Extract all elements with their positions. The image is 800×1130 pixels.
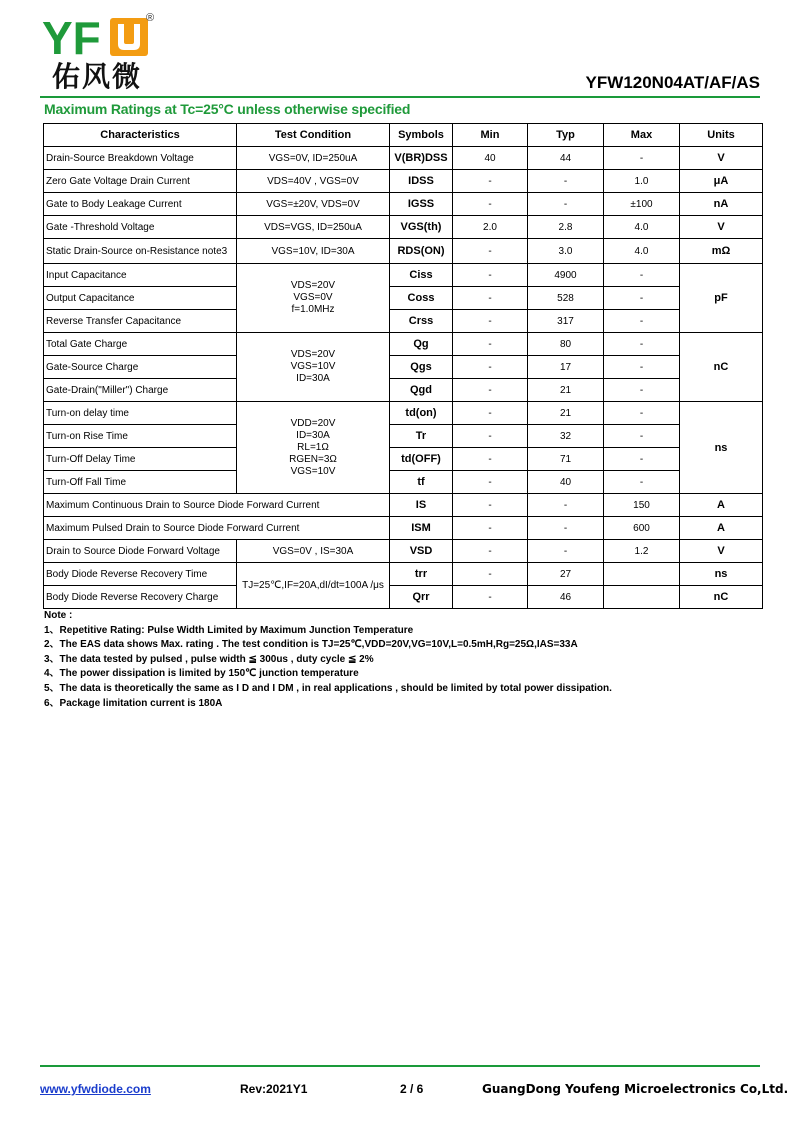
cell-symbol: trr — [390, 563, 453, 586]
cell-typ: - — [528, 494, 604, 517]
cell-max: - — [604, 264, 680, 287]
footer-divider — [40, 1065, 760, 1067]
cell-characteristic: Gate-Drain("Miller") Charge — [44, 379, 237, 402]
cell-min: - — [453, 540, 528, 563]
cell-typ: 71 — [528, 448, 604, 471]
cell-symbol: IDSS — [390, 170, 453, 193]
condition-line: ID=30A — [296, 373, 330, 384]
cell-characteristic: Drain to Source Diode Forward Voltage — [44, 540, 237, 563]
cell-min: - — [453, 379, 528, 402]
cell-characteristic: Static Drain-Source on-Resistance note3 — [44, 239, 237, 264]
table-row — [44, 402, 763, 425]
cell-min: - — [453, 333, 528, 356]
cell-max — [604, 586, 680, 609]
table-row — [44, 310, 763, 333]
cell-max: ±100 — [604, 193, 680, 216]
condition-line: RL=1Ω — [297, 441, 329, 453]
cell-max: 4.0 — [604, 239, 680, 264]
cell-typ: 44 — [528, 147, 604, 170]
table-row — [44, 216, 763, 239]
cell-min: - — [453, 356, 528, 379]
cell-typ: 528 — [528, 287, 604, 310]
cell-min: - — [453, 563, 528, 586]
cell-condition: VDS=40V , VGS=0V — [237, 170, 390, 193]
note-item: 6、Package limitation current is 180A — [44, 697, 223, 709]
cell-min: - — [453, 193, 528, 216]
cell-unit: ns — [680, 563, 763, 586]
yfw-logo-mark — [40, 12, 160, 64]
condition-line: VDS=20V — [290, 280, 336, 291]
cell-symbol: Ciss — [390, 264, 453, 287]
cell-typ: 4900 — [528, 264, 604, 287]
table-row — [44, 170, 763, 193]
condition-line: VDD=20V — [290, 417, 336, 429]
cell-condition: VGS=10V, ID=30A — [237, 239, 390, 264]
note-item: 3、The data tested by pulsed , pulse width ≦ 300us , duty cycle ≦ 2% — [44, 653, 374, 665]
cell-characteristic: Gate-Source Charge — [44, 356, 237, 379]
cell-min: - — [453, 494, 528, 517]
cell-symbol: IGSS — [390, 193, 453, 216]
notes-title: Note : — [44, 610, 73, 621]
cell-max: - — [604, 147, 680, 170]
cell-max: - — [604, 425, 680, 448]
cell-typ: 27 — [528, 563, 604, 586]
cell-unit: A — [680, 517, 763, 540]
cell-min: - — [453, 586, 528, 609]
table-row — [44, 356, 763, 379]
note-item: 2、The EAS data shows Max. rating . The test condition is TJ=25℃,VDD=20V,VG=10V,L=0.5mH,Rg=25Ω,IAS=33A — [44, 639, 578, 651]
cell-min: 2.0 — [453, 216, 528, 239]
header-max: Max — [604, 124, 680, 147]
cell-symbol: tf — [390, 471, 453, 494]
cell-typ: 17 — [528, 356, 604, 379]
cell-symbol: Tr — [390, 425, 453, 448]
cell-typ: - — [528, 540, 604, 563]
table-header-row — [44, 124, 763, 147]
table-row — [44, 448, 763, 471]
cell-unit: mΩ — [680, 239, 763, 264]
cell-condition-capacitance — [237, 264, 390, 333]
cell-symbol: Qgd — [390, 379, 453, 402]
table-row — [44, 425, 763, 448]
cell-characteristic: Body Diode Reverse Recovery Charge — [44, 586, 237, 609]
table-row — [44, 333, 763, 356]
cell-characteristic: Gate to Body Leakage Current — [44, 193, 237, 216]
cell-max: - — [604, 448, 680, 471]
cell-symbol: IS — [390, 494, 453, 517]
cell-characteristic: Gate -Threshold Voltage — [44, 216, 237, 239]
cell-max: - — [604, 379, 680, 402]
cell-max: 4.0 — [604, 216, 680, 239]
cell-characteristic: Body Diode Reverse Recovery Time — [44, 563, 237, 586]
cell-max: 1.2 — [604, 540, 680, 563]
footer-website-link[interactable]: www.yfwdiode.com — [40, 1082, 151, 1096]
note-item: 4、The power dissipation is limited by 150℃ junction temperature — [44, 668, 359, 680]
ratings-table — [43, 123, 763, 609]
cell-unit: nA — [680, 193, 763, 216]
cell-typ: - — [528, 170, 604, 193]
cell-characteristic: Turn-on Rise Time — [44, 425, 237, 448]
condition-line: RGEN=3Ω — [289, 453, 337, 465]
note-item: 5、The data is theoretically the same as I D and I DM , in real applications , should be limited by total power dissipation. — [44, 682, 612, 694]
cell-symbol: VGS(th) — [390, 216, 453, 239]
cell-condition: VDS=VGS, ID=250uA — [237, 216, 390, 239]
cell-condition-reverse-recovery: TJ=25℃,IF=20A,dI/dt=100A /μs — [237, 563, 390, 609]
cell-typ: 2.8 — [528, 216, 604, 239]
table-row — [44, 379, 763, 402]
cell-characteristic: Maximum Continuous Drain to Source Diode Forward Current — [44, 494, 390, 517]
cell-min: 40 — [453, 147, 528, 170]
table-row — [44, 193, 763, 216]
cell-min: - — [453, 287, 528, 310]
cell-unit: A — [680, 494, 763, 517]
cell-unit: V — [680, 540, 763, 563]
cell-max: - — [604, 333, 680, 356]
cell-typ: 40 — [528, 471, 604, 494]
cell-unit: pF — [680, 264, 763, 333]
condition-line: f=1.0MHz — [291, 304, 335, 315]
cell-typ: 46 — [528, 586, 604, 609]
header-units: Units — [680, 124, 763, 147]
footer-revision: Rev:2021Y1 — [240, 1082, 308, 1096]
cell-symbol: Qrr — [390, 586, 453, 609]
note-item: 1、Repetitive Rating: Pulse Width Limited by Maximum Junction Temperature — [44, 624, 414, 636]
header-symbols: Symbols — [390, 124, 453, 147]
cell-max: - — [604, 402, 680, 425]
cell-symbol: Coss — [390, 287, 453, 310]
cell-min: - — [453, 239, 528, 264]
cell-max: - — [604, 287, 680, 310]
cell-max: 1.0 — [604, 170, 680, 193]
cell-unit: ns — [680, 402, 763, 494]
cell-characteristic: Reverse Transfer Capacitance — [44, 310, 237, 333]
cell-min: - — [453, 448, 528, 471]
cell-characteristic: Drain-Source Breakdown Voltage — [44, 147, 237, 170]
condition-line: VGS=0V — [293, 292, 333, 303]
cell-max: - — [604, 356, 680, 379]
cell-typ: 21 — [528, 379, 604, 402]
cell-typ: - — [528, 193, 604, 216]
cell-unit: V — [680, 216, 763, 239]
header-divider — [40, 96, 760, 98]
table-row — [44, 517, 763, 540]
cell-typ: - — [528, 517, 604, 540]
cell-characteristic: Turn-Off Fall Time — [44, 471, 237, 494]
cell-characteristic: Output Capacitance — [44, 287, 237, 310]
footer-page-number: 2 / 6 — [400, 1082, 424, 1096]
cell-max: - — [604, 471, 680, 494]
cell-characteristic: Total Gate Charge — [44, 333, 237, 356]
table-row — [44, 494, 763, 517]
table-row — [44, 147, 763, 170]
condition-line: VDS=20V — [290, 349, 336, 360]
cell-min: - — [453, 170, 528, 193]
cell-symbol: td(on) — [390, 402, 453, 425]
table-row — [44, 287, 763, 310]
cell-symbol: Qgs — [390, 356, 453, 379]
cell-condition: VGS=0V, ID=250uA — [237, 147, 390, 170]
cell-symbol: RDS(ON) — [390, 239, 453, 264]
header-characteristics: Characteristics — [44, 124, 237, 147]
cell-unit: nC — [680, 586, 763, 609]
cell-characteristic: Zero Gate Voltage Drain Current — [44, 170, 237, 193]
cell-characteristic: Input Capacitance — [44, 264, 237, 287]
cell-min: - — [453, 471, 528, 494]
footer-company: GuangDong Youfeng Microelectronics Co,Ltd. — [482, 1082, 789, 1096]
table-row — [44, 264, 763, 287]
header-test-condition: Test Condition — [237, 124, 390, 147]
logo-chinese-name: 佑风微 — [52, 60, 143, 93]
cell-max: 600 — [604, 517, 680, 540]
table-row — [44, 239, 763, 264]
table-row — [44, 586, 763, 609]
cell-min: - — [453, 310, 528, 333]
cell-min: - — [453, 402, 528, 425]
cell-typ: 3.0 — [528, 239, 604, 264]
section-title: Maximum Ratings at Tc=25°C unless otherwise specified — [44, 101, 411, 117]
logo-yf-letters: YF — [42, 12, 101, 64]
condition-line: VGS=10V — [290, 465, 336, 477]
cell-symbol: Crss — [390, 310, 453, 333]
registered-mark: ® — [146, 12, 155, 24]
condition-line: ID=30A — [296, 429, 330, 441]
cell-max — [604, 563, 680, 586]
cell-unit: μA — [680, 170, 763, 193]
cell-characteristic: Turn-on delay time — [44, 402, 237, 425]
cell-unit: V — [680, 147, 763, 170]
cell-characteristic: Turn-Off Delay Time — [44, 448, 237, 471]
part-number: YFW120N04AT/AF/AS — [585, 73, 760, 92]
cell-unit: nC — [680, 333, 763, 402]
cell-symbol: Qg — [390, 333, 453, 356]
cell-symbol: td(OFF) — [390, 448, 453, 471]
condition-line: VGS=10V — [290, 361, 336, 372]
cell-typ: 80 — [528, 333, 604, 356]
table-row — [44, 471, 763, 494]
table-row — [44, 563, 763, 586]
header-min: Min — [453, 124, 528, 147]
cell-min: - — [453, 425, 528, 448]
cell-condition: VGS=±20V, VDS=0V — [237, 193, 390, 216]
cell-characteristic: Maximum Pulsed Drain to Source Diode Forward Current — [44, 517, 390, 540]
cell-typ: 21 — [528, 402, 604, 425]
cell-min: - — [453, 264, 528, 287]
cell-symbol: VSD — [390, 540, 453, 563]
cell-condition-switching — [237, 402, 390, 494]
cell-symbol: V(BR)DSS — [390, 147, 453, 170]
cell-typ: 32 — [528, 425, 604, 448]
notes-section — [44, 609, 612, 711]
cell-max: - — [604, 310, 680, 333]
cell-condition: VGS=0V , IS=30A — [237, 540, 390, 563]
cell-max: 150 — [604, 494, 680, 517]
cell-min: - — [453, 517, 528, 540]
header-typ: Typ — [528, 124, 604, 147]
cell-typ: 317 — [528, 310, 604, 333]
table-row — [44, 540, 763, 563]
cell-condition-gate-charge — [237, 333, 390, 402]
cell-symbol: ISM — [390, 517, 453, 540]
